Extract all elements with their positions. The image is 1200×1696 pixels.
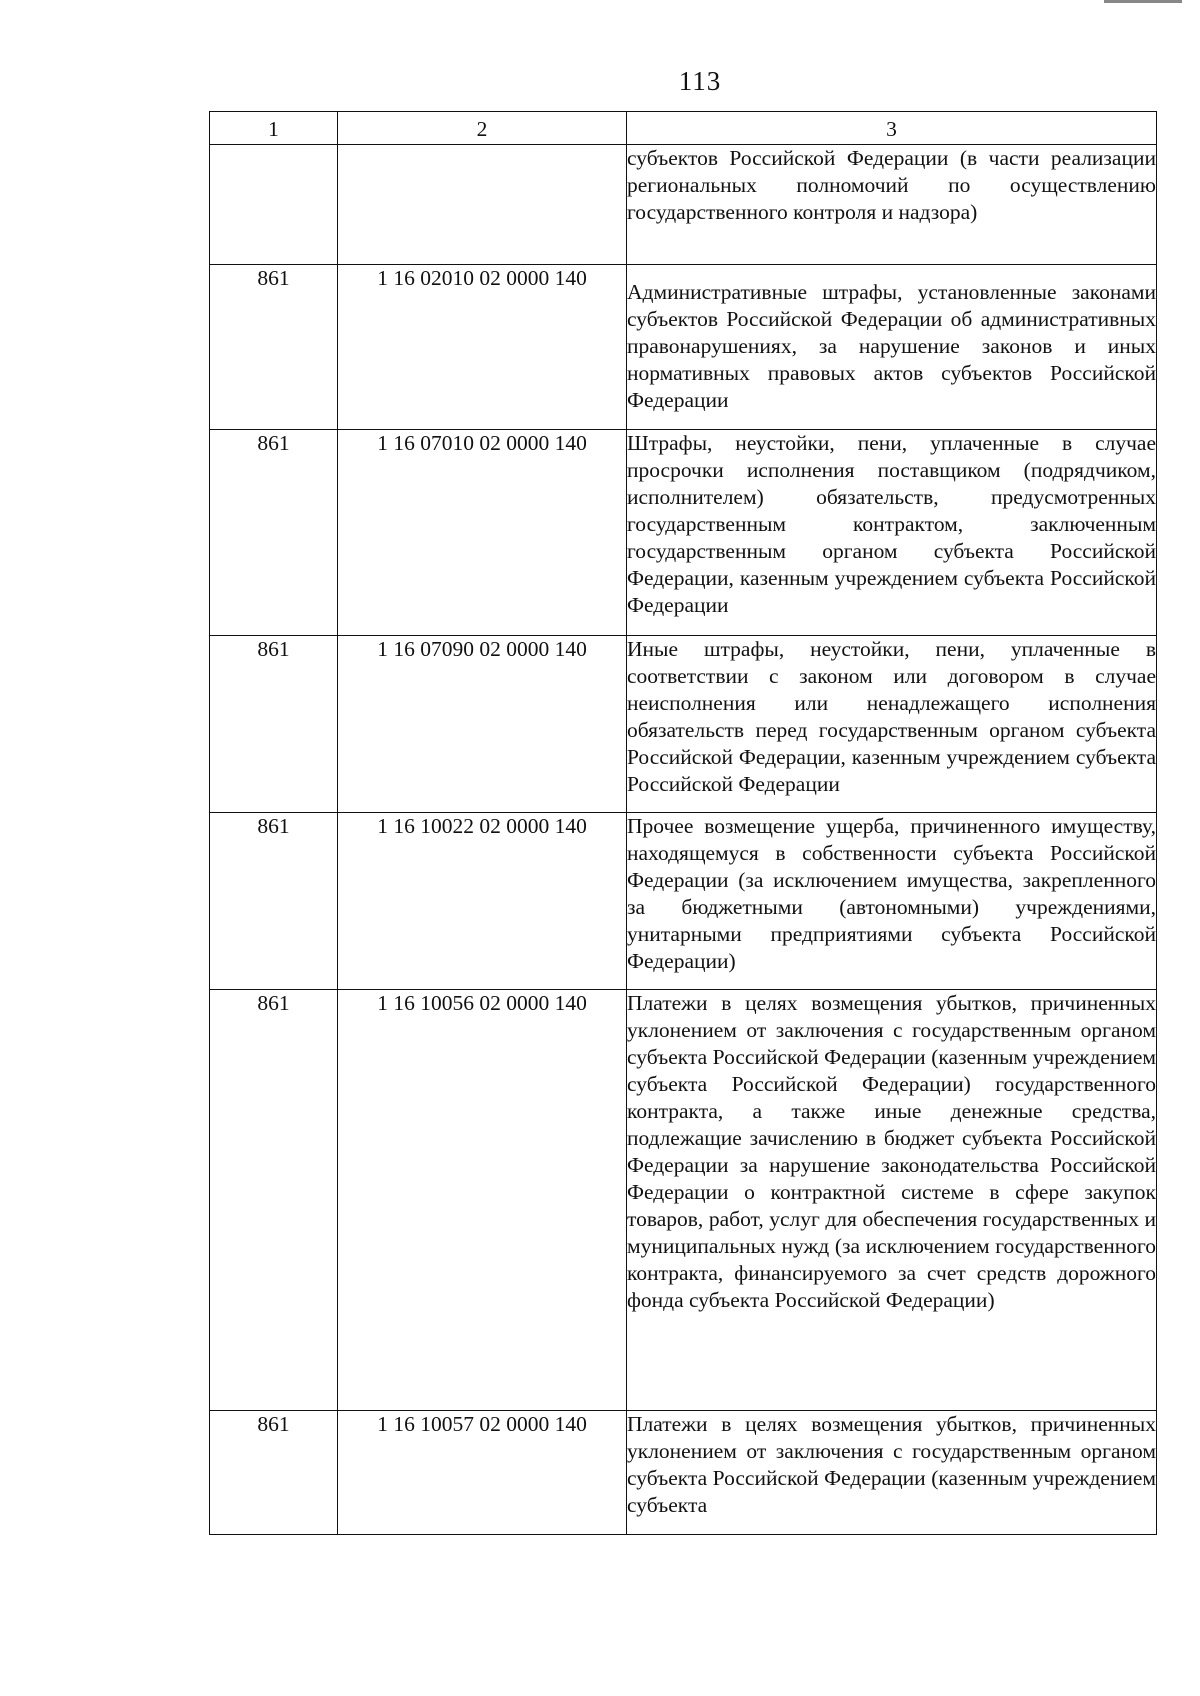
admin-code-cell: 861 <box>210 990 338 1411</box>
description-text: Штрафы, неустойки, пени, уплаченные в случае просрочки исполнения поставщиком (подрядчиком, исполнителем) обязательств, предусмотренных государственным контрактом, заключенным государственным органом субъекта Российской Федерации, казенным учреждением субъекта Российской Федерации <box>627 431 1156 617</box>
table-row <box>210 813 1157 990</box>
description-cell <box>627 1411 1157 1535</box>
continuation-row <box>210 145 1157 265</box>
budget-code-cell: 1 16 10057 02 0000 140 <box>338 1411 627 1535</box>
description-text: Платежи в целях возмещения убытков, причиненных уклонением от заключения с государственным органом субъекта Российской Федерации (казенным учреждением субъекта Российской Федерации) государственного контракта, а также иные денежные средства, подлежащие зачислению в бюджет субъекта Российской Федерации за нарушение законодательства Российской Федерации о контрактной системе в сфере закупок товаров, работ, услуг для обеспечения государственных и муниципальных нужд (за исключением государственного контракта, финансируемого за счет средств дорожного фонда субъекта Российской Федерации) <box>627 991 1156 1312</box>
column-header-1: 1 <box>210 112 338 145</box>
budget-code-cell: 1 16 02010 02 0000 140 <box>338 265 627 430</box>
description-cell <box>627 265 1157 430</box>
column-header-2: 2 <box>338 112 627 145</box>
description-cell <box>627 430 1157 636</box>
admin-code-cell: 861 <box>210 1411 338 1535</box>
page-number: 113 <box>678 66 722 96</box>
scan-edge-mark <box>1104 0 1182 3</box>
admin-code-cell: 861 <box>210 265 338 430</box>
continuation-description <box>627 145 1157 265</box>
description-text: Иные штрафы, неустойки, пени, уплаченные в соответствии с законом или договором в случае неисполнения или ненадлежащего исполнения обязательств перед государственным органом субъекта Российской Федерации, казенным учреждением субъекта Российской Федерации <box>627 637 1156 796</box>
table-row <box>210 430 1157 636</box>
continuation-code-cell <box>338 145 627 265</box>
description-text: Прочее возмещение ущерба, причиненного имуществу, находящемуся в собственности субъекта Российской Федерации (за исключением имущества, закрепленного за бюджетными (автономными) учреждениями, унитарными предприятиями субъекта Российской Федерации) <box>627 814 1156 973</box>
continuation-text: субъектов Российской Федерации (в части реализации региональных полномочий по осуществлению государственного контроля и надзора) <box>627 146 1156 224</box>
table-row <box>210 1411 1157 1535</box>
admin-code-cell: 861 <box>210 636 338 813</box>
admin-code-cell: 861 <box>210 430 338 636</box>
table-header-row <box>210 112 1157 145</box>
admin-code-cell: 861 <box>210 813 338 990</box>
budget-code-cell: 1 16 07090 02 0000 140 <box>338 636 627 813</box>
column-header-3: 3 <box>627 112 1157 145</box>
budget-code-cell: 1 16 10056 02 0000 140 <box>338 990 627 1411</box>
description-cell <box>627 990 1157 1411</box>
table-row <box>210 265 1157 430</box>
description-text: Административные штрафы, установленные законами субъектов Российской Федерации об административных правонарушениях, за нарушение законов и иных нормативных правовых актов субъектов Российской Федерации <box>627 280 1156 412</box>
budget-code-cell: 1 16 10022 02 0000 140 <box>338 813 627 990</box>
description-text: Платежи в целях возмещения убытков, причиненных уклонением от заключения с государственным органом субъекта Российской Федерации (казенным учреждением субъекта <box>627 1412 1156 1517</box>
budget-codes-table <box>209 111 1157 1535</box>
description-cell <box>627 813 1157 990</box>
budget-code-cell: 1 16 07010 02 0000 140 <box>338 430 627 636</box>
table-row <box>210 990 1157 1411</box>
table-row <box>210 636 1157 813</box>
description-cell <box>627 636 1157 813</box>
continuation-admin-cell <box>210 145 338 265</box>
